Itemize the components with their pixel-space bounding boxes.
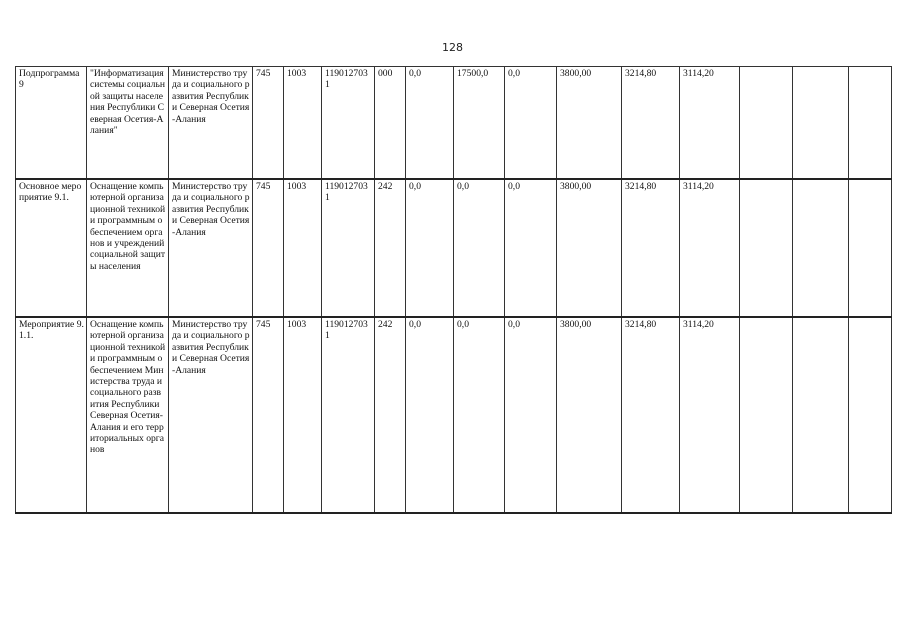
amount-cell: 0,0 [505,317,557,513]
empty-cell [849,317,892,513]
empty-cell [793,67,849,180]
program-budget-table [15,66,892,514]
empty-cell [740,317,793,513]
table-row [16,179,892,317]
grbs-code: 745 [253,179,284,317]
table-row [16,317,892,513]
empty-cell [849,67,892,180]
vr-code: 000 [375,67,406,180]
csr-code: 1190127031 [322,67,375,180]
amount-cell: 3214,80 [622,317,680,513]
amount-cell: 3800,00 [557,67,622,180]
amount-cell: 3800,00 [557,179,622,317]
table-row [16,67,892,180]
grbs-code: 745 [253,67,284,180]
grbs-code: 745 [253,317,284,513]
amount-cell: 0,0 [505,67,557,180]
amount-cell: 0,0 [454,317,505,513]
row-name: Мероприятие 9.1.1. [16,317,87,513]
amount-cell: 0,0 [454,179,505,317]
amount-cell: 3114,20 [680,67,740,180]
amount-cell: 3214,80 [622,67,680,180]
row-name: Подпрограмма 9 [16,67,87,180]
empty-cell [849,179,892,317]
empty-cell [793,179,849,317]
rzpr-code: 1003 [284,317,322,513]
vr-code: 242 [375,317,406,513]
empty-cell [740,179,793,317]
amount-cell: 0,0 [505,179,557,317]
rzpr-code: 1003 [284,67,322,180]
amount-cell: 0,0 [406,179,454,317]
row-executor: Министерство труда и социального развития Республики Северная Осетия-Алания [169,179,253,317]
csr-code: 1190127031 [322,317,375,513]
empty-cell [793,317,849,513]
row-title: Оснащение компьютерной организационной техникой и программным обеспечением Министерства труда и социального развития Республики Северная Осетия-Алания и его территориальных органов [87,317,169,513]
amount-cell: 0,0 [406,67,454,180]
amount-cell: 17500,0 [454,67,505,180]
amount-cell: 3800,00 [557,317,622,513]
amount-cell: 3114,20 [680,179,740,317]
rzpr-code: 1003 [284,179,322,317]
csr-code: 1190127031 [322,179,375,317]
amount-cell: 0,0 [406,317,454,513]
row-executor: Министерство труда и социального развития Республики Северная Осетия-Алания [169,317,253,513]
row-title: Оснащение компьютерной организационной техникой и программным обеспечением органов и учреждений социальной защиты населения [87,179,169,317]
row-name: Основное мероприятие 9.1. [16,179,87,317]
amount-cell: 3114,20 [680,317,740,513]
empty-cell [740,67,793,180]
row-executor: Министерство труда и социального развития Республики Северная Осетия-Алания [169,67,253,180]
page-number: 128 [442,41,463,54]
amount-cell: 3214,80 [622,179,680,317]
row-title: "Информатизация системы социальной защиты населения Республики Северная Осетия-Алания" [87,67,169,180]
vr-code: 242 [375,179,406,317]
